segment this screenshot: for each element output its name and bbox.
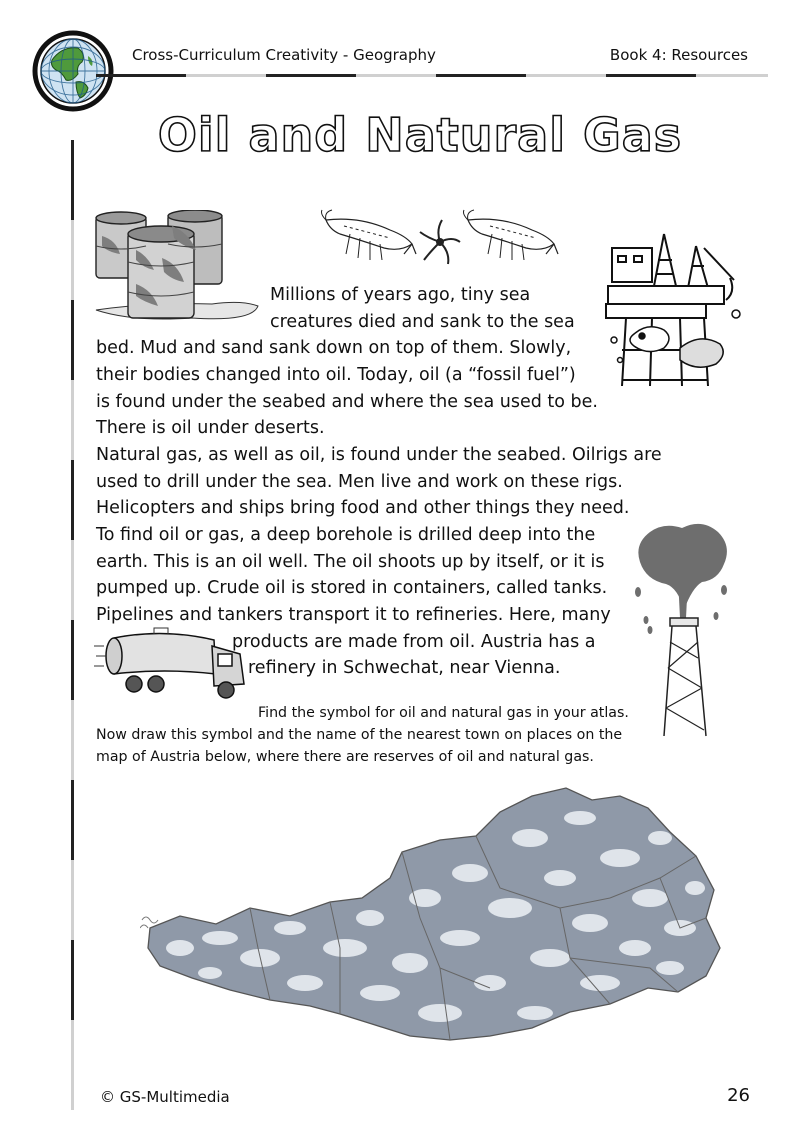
text-line: refinery in Schwechat, near Vienna.: [248, 658, 561, 678]
oil-rig-illustration: [604, 230, 754, 390]
text-line: their bodies changed into oil. Today, oil (a “fossil fuel”): [96, 365, 576, 385]
text-line: used to drill under the sea. Men live and work on these rigs.: [96, 472, 623, 492]
shrimp-starfish-illustration: [320, 208, 560, 272]
tanker-truck-illustration: [94, 624, 254, 704]
header-divider: [96, 72, 768, 79]
header-book: Book 4: Resources: [609, 46, 748, 64]
text-line: Helicopters and ships bring food and other things they need.: [96, 498, 630, 518]
page-title: Oil and Natural Gas: [157, 108, 683, 162]
text-line: To find oil or gas, a deep borehole is drilled deep into the: [96, 525, 596, 545]
page-number: 26: [727, 1085, 750, 1106]
austria-map: [140, 778, 760, 1068]
instruction-line: Now draw this symbol and the name of the nearest town on places on the: [96, 727, 623, 743]
text-line: is found under the seabed and where the sea used to be.: [96, 392, 598, 412]
text-line: Millions of years ago, tiny sea: [270, 285, 531, 305]
instruction-line: Find the symbol for oil and natural gas in your atlas.: [258, 705, 629, 721]
text-line: creatures died and sank to the sea: [270, 312, 575, 332]
copyright: © GS-Multimedia: [100, 1088, 230, 1106]
oil-well-gusher-illustration: [632, 518, 732, 738]
oil-barrels-illustration: [92, 210, 262, 330]
globe-logo-icon: [32, 30, 114, 112]
header-subject: Cross-Curriculum Creativity - Geography: [132, 46, 436, 64]
instruction-line: map of Austria below, where there are reserves of oil and natural gas.: [96, 749, 594, 765]
text-line: Pipelines and tankers transport it to refineries. Here, many: [96, 605, 611, 625]
text-line: There is oil under deserts.: [96, 418, 325, 438]
text-line: pumped up. Crude oil is stored in containers, called tanks.: [96, 578, 608, 598]
text-line: products are made from oil. Austria has a: [232, 632, 596, 652]
text-line: earth. This is an oil well. The oil shoots up by itself, or it is: [96, 552, 605, 572]
page-spine: [70, 140, 75, 1110]
text-line: bed. Mud and sand sank down on top of them. Slowly,: [96, 338, 572, 358]
text-line: Natural gas, as well as oil, is found under the seabed. Oilrigs are: [96, 445, 662, 465]
